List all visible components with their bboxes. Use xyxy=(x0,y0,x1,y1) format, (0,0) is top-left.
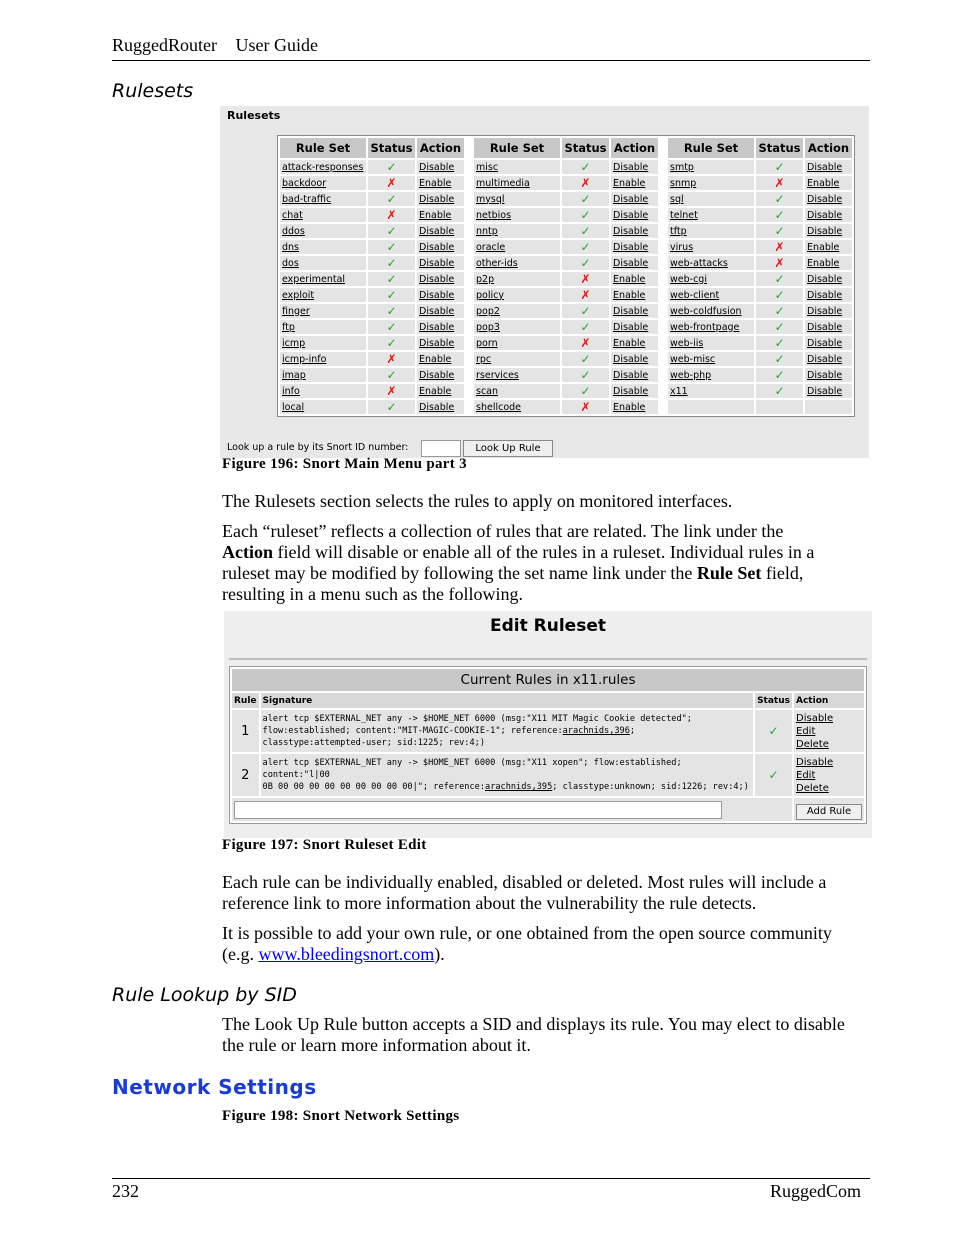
para2-line-d: resulting in a menu such as the following. xyxy=(222,584,523,604)
sig-text: 0B 00 00 00 00 00 00 00 00 00|"; reference: xyxy=(262,782,486,792)
column-gap xyxy=(660,400,666,414)
cross-icon: ✗ xyxy=(756,256,803,270)
network-settings-heading: Network Settings xyxy=(112,1075,317,1099)
check-icon: ✓ xyxy=(756,352,803,366)
sig-line: classtype:attempted-user; sid:1225; rev:4;) xyxy=(262,738,486,748)
delete-link[interactable]: Delete xyxy=(796,782,829,794)
header-guide: User Guide xyxy=(235,35,318,55)
delete-link[interactable]: Delete xyxy=(796,738,829,750)
column-gap xyxy=(466,304,472,318)
para2-line-b xyxy=(222,542,882,563)
check-icon: ✓ xyxy=(755,710,792,752)
rule-signature xyxy=(261,710,754,752)
enable-link[interactable]: Enable xyxy=(611,288,658,302)
sig-text: ; classtype:unknown; sid:1226; rev:4;) xyxy=(552,782,749,792)
check-icon: ✓ xyxy=(756,368,803,382)
sig-line: alert tcp $EXTERNAL_NET any -> $HOME_NET 6000 (msg:"X11 MIT Magic Cookie detected"; xyxy=(262,714,692,724)
ruleset-link[interactable]: ftp xyxy=(280,320,366,334)
sig-line xyxy=(263,781,752,793)
table-row xyxy=(280,256,852,270)
cross-icon: ✗ xyxy=(756,176,803,190)
col-action-header: Action xyxy=(805,138,852,158)
check-icon: ✓ xyxy=(756,336,803,350)
ruleset-link[interactable]: chat xyxy=(280,208,366,222)
disable-link[interactable]: Disable xyxy=(796,756,834,768)
cross-icon: ✗ xyxy=(368,176,415,190)
ruleset-link[interactable]: experimental xyxy=(280,272,366,286)
footer-company: RuggedCom xyxy=(770,1181,862,1201)
ruleset-link[interactable]: web-php xyxy=(668,368,754,382)
check-icon: ✓ xyxy=(368,288,415,302)
disable-link[interactable]: Disable xyxy=(805,352,852,366)
ruleset-link[interactable]: pop3 xyxy=(474,320,560,334)
paragraph-ruleset-explanation xyxy=(222,521,882,605)
ruleset-link[interactable]: web-coldfusion xyxy=(668,304,754,318)
check-icon: ✓ xyxy=(368,256,415,270)
col-ruleset-header: Rule Set xyxy=(474,138,560,158)
col-status-header: Status xyxy=(368,138,415,158)
column-gap xyxy=(466,256,472,270)
table-row xyxy=(232,710,864,752)
check-icon: ✓ xyxy=(562,192,609,206)
para2-line-c xyxy=(222,563,882,584)
check-icon: ✓ xyxy=(756,320,803,334)
table-row xyxy=(280,368,852,382)
column-gap xyxy=(660,288,666,302)
sid-lookup-input[interactable] xyxy=(421,440,461,457)
column-gap xyxy=(466,240,472,254)
column-gap xyxy=(466,208,472,222)
disable-link[interactable]: Disable xyxy=(611,224,658,238)
ruleset-link[interactable]: ddos xyxy=(280,224,366,238)
para2-line-a: Each “ruleset” reflects a collection of rules that are related. The link under the xyxy=(222,521,784,541)
ruleset-link[interactable]: snmp xyxy=(668,176,754,190)
para2-c-text: ruleset may be modified by following the set name link under the xyxy=(222,563,697,583)
disable-link[interactable]: Disable xyxy=(805,384,852,398)
para2-c2-text: field, xyxy=(761,563,804,583)
cross-icon: ✗ xyxy=(756,240,803,254)
para4-text: It is possible to add your own rule, or one obtained from the open source community (e.g. xyxy=(222,923,832,964)
disable-link[interactable]: Disable xyxy=(611,304,658,318)
col-action-header: Action xyxy=(611,138,658,158)
disable-link[interactable]: Disable xyxy=(417,160,464,174)
paragraph-add-rule xyxy=(222,923,862,965)
rule-actions xyxy=(794,754,864,796)
column-gap xyxy=(660,176,666,190)
column-gap xyxy=(466,352,472,366)
column-gap xyxy=(660,320,666,334)
sig-text: ; xyxy=(629,726,636,736)
ruleset-link[interactable]: rpc xyxy=(474,352,560,366)
page-number: 232 xyxy=(112,1181,139,1201)
check-icon: ✓ xyxy=(562,240,609,254)
check-icon: ✓ xyxy=(756,160,803,174)
para2-action-bold: Action xyxy=(222,542,273,562)
ruleset-link[interactable]: mysql xyxy=(474,192,560,206)
table-row xyxy=(280,224,852,238)
section-rulesets-heading: Rulesets xyxy=(112,80,194,102)
check-icon: ✓ xyxy=(368,320,415,334)
add-rule-row xyxy=(232,798,864,821)
cross-icon: ✗ xyxy=(562,272,609,286)
disable-link[interactable]: Disable xyxy=(417,272,464,286)
check-icon: ✓ xyxy=(368,336,415,350)
column-gap xyxy=(466,288,472,302)
column-gap xyxy=(660,304,666,318)
check-icon: ✓ xyxy=(756,304,803,318)
empty-cell xyxy=(756,400,803,414)
ruleset-link[interactable]: other-ids xyxy=(474,256,560,270)
ruleset-link[interactable]: porn xyxy=(474,336,560,350)
col-signature-header: Signature xyxy=(261,693,754,708)
footer-divider xyxy=(112,1178,870,1179)
column-gap xyxy=(466,368,472,382)
reference-link[interactable]: arachnids,396 xyxy=(562,726,630,736)
edit-link[interactable]: Edit xyxy=(796,725,816,737)
column-gap xyxy=(466,320,472,334)
disable-link[interactable]: Disable xyxy=(805,320,852,334)
rulesets-screenshot xyxy=(220,106,869,458)
edit-link[interactable]: Edit xyxy=(796,769,816,781)
ruleset-link[interactable]: tftp xyxy=(668,224,754,238)
check-icon: ✓ xyxy=(756,384,803,398)
ruleset-link[interactable]: backdoor xyxy=(280,176,366,190)
table-row xyxy=(280,304,852,318)
disable-link[interactable]: Disable xyxy=(611,192,658,206)
check-icon: ✓ xyxy=(368,304,415,318)
table-row xyxy=(280,400,852,414)
figure-197-caption: Figure 197: Snort Ruleset Edit xyxy=(222,837,427,853)
para4-end: ). xyxy=(434,944,445,964)
disable-link[interactable]: Disable xyxy=(805,272,852,286)
disable-link[interactable]: Disable xyxy=(805,368,852,382)
edit-ruleset-screenshot xyxy=(224,611,872,838)
enable-link[interactable]: Enable xyxy=(611,272,658,286)
ruleset-link[interactable]: telnet xyxy=(668,208,754,222)
paragraph-rulesets-intro: The Rulesets section selects the rules to apply on monitored interfaces. xyxy=(222,491,733,511)
col-ruleset-header: Rule Set xyxy=(668,138,754,158)
ruleset-link[interactable]: sql xyxy=(668,192,754,206)
rule-number: 1 xyxy=(232,710,259,752)
column-gap xyxy=(466,384,472,398)
table-row xyxy=(280,320,852,334)
cross-icon: ✗ xyxy=(562,336,609,350)
disable-link[interactable]: Disable xyxy=(417,224,464,238)
ruleset-link[interactable]: rservices xyxy=(474,368,560,382)
rule-signature xyxy=(261,754,754,796)
disable-link[interactable]: Disable xyxy=(611,240,658,254)
column-gap xyxy=(660,208,666,222)
ruleset-link[interactable]: x11 xyxy=(668,384,754,398)
add-rule-input[interactable] xyxy=(234,801,722,819)
col-action-header: Action xyxy=(794,693,864,708)
cross-icon: ✗ xyxy=(368,208,415,222)
disable-link[interactable]: Disable xyxy=(417,320,464,334)
empty-cell xyxy=(668,400,754,414)
table-row xyxy=(280,176,852,190)
column-gap xyxy=(660,138,666,158)
sig-line: alert tcp $EXTERNAL_NET any -> $HOME_NET 6000 (msg:"X11 xopen"; flow:established; content:"l|00 xyxy=(262,758,682,780)
column-gap xyxy=(660,352,666,366)
table-row xyxy=(280,240,852,254)
disable-link[interactable]: Disable xyxy=(611,384,658,398)
enable-link[interactable]: Enable xyxy=(611,176,658,190)
disable-link[interactable]: Disable xyxy=(796,712,834,724)
enable-link[interactable]: Enable xyxy=(417,208,464,222)
sig-text: flow:established; content:"MIT-MAGIC-COOKIE-1"; reference: xyxy=(262,726,563,736)
lookup-label: Look up a rule by its Snort ID number: xyxy=(227,442,409,453)
disable-link[interactable]: Disable xyxy=(611,160,658,174)
disable-link[interactable]: Disable xyxy=(417,304,464,318)
ruleset-link[interactable]: dos xyxy=(280,256,366,270)
check-icon: ✓ xyxy=(562,160,609,174)
column-gap xyxy=(660,336,666,350)
ruleset-link[interactable]: web-misc xyxy=(668,352,754,366)
disable-link[interactable]: Disable xyxy=(611,208,658,222)
check-icon: ✓ xyxy=(562,304,609,318)
ruleset-link[interactable]: icmp-info xyxy=(280,352,366,366)
cross-icon: ✗ xyxy=(562,400,609,414)
empty-cell xyxy=(805,400,852,414)
ruleset-link[interactable]: virus xyxy=(668,240,754,254)
column-gap xyxy=(660,368,666,382)
col-ruleset-header: Rule Set xyxy=(280,138,366,158)
column-gap xyxy=(466,176,472,190)
enable-link[interactable]: Enable xyxy=(805,176,852,190)
disable-link[interactable]: Disable xyxy=(805,224,852,238)
check-icon: ✓ xyxy=(368,192,415,206)
ruleset-link[interactable]: local xyxy=(280,400,366,414)
ruleset-link[interactable]: p2p xyxy=(474,272,560,286)
ruleset-link[interactable]: netbios xyxy=(474,208,560,222)
table-row xyxy=(280,288,852,302)
enable-link[interactable]: Enable xyxy=(805,240,852,254)
disable-link[interactable]: Disable xyxy=(805,192,852,206)
check-icon: ✓ xyxy=(756,288,803,302)
rule-actions xyxy=(794,710,864,752)
header-divider xyxy=(112,60,870,61)
disable-link[interactable]: Disable xyxy=(611,320,658,334)
check-icon: ✓ xyxy=(562,208,609,222)
check-icon: ✓ xyxy=(756,272,803,286)
column-gap xyxy=(466,160,472,174)
ruleset-link[interactable]: info xyxy=(280,384,366,398)
enable-link[interactable]: Enable xyxy=(611,336,658,350)
column-gap xyxy=(660,272,666,286)
rulesets-table xyxy=(277,135,855,417)
check-icon: ✓ xyxy=(755,754,792,796)
column-gap xyxy=(466,272,472,286)
figure-196-caption: Figure 196: Snort Main Menu part 3 xyxy=(222,456,467,472)
table-row xyxy=(280,272,852,286)
check-icon: ✓ xyxy=(368,160,415,174)
ruleset-link[interactable]: web-client xyxy=(668,288,754,302)
check-icon: ✓ xyxy=(562,384,609,398)
ruleset-link[interactable]: exploit xyxy=(280,288,366,302)
col-rule-header: Rule xyxy=(232,693,259,708)
column-gap xyxy=(660,224,666,238)
ruleset-link[interactable]: scan xyxy=(474,384,560,398)
col-status-header: Status xyxy=(755,693,792,708)
header-product: RuggedRouter xyxy=(112,35,217,55)
table-row xyxy=(232,754,864,796)
disable-link[interactable]: Disable xyxy=(805,160,852,174)
disable-link[interactable]: Disable xyxy=(611,368,658,382)
check-icon: ✓ xyxy=(368,224,415,238)
check-icon: ✓ xyxy=(562,224,609,238)
lookup-rule-button[interactable]: Look Up Rule xyxy=(463,440,553,457)
check-icon: ✓ xyxy=(368,368,415,382)
paragraph-rule-options: Each rule can be individually enabled, disabled or deleted. Most rules will include a reference link to more information about the vulnerability the rule detects. xyxy=(222,872,827,913)
table-row xyxy=(280,208,852,222)
check-icon: ✓ xyxy=(368,240,415,254)
col-status-header: Status xyxy=(756,138,803,158)
disable-link[interactable]: Disable xyxy=(417,256,464,270)
disable-link[interactable]: Disable xyxy=(611,352,658,366)
column-gap xyxy=(660,384,666,398)
check-icon: ✓ xyxy=(368,272,415,286)
cross-icon: ✗ xyxy=(562,176,609,190)
table-row xyxy=(280,192,852,206)
column-gap xyxy=(660,192,666,206)
enable-link[interactable]: Enable xyxy=(417,384,464,398)
ruleset-link[interactable]: bad-traffic xyxy=(280,192,366,206)
ruleset-link[interactable]: icmp xyxy=(280,336,366,350)
figure-198-caption: Figure 198: Snort Network Settings xyxy=(222,1108,460,1124)
col-status-header: Status xyxy=(562,138,609,158)
table-row xyxy=(280,160,852,174)
column-gap xyxy=(660,256,666,270)
disable-link[interactable]: Disable xyxy=(805,288,852,302)
disable-link[interactable]: Disable xyxy=(805,304,852,318)
column-gap xyxy=(660,240,666,254)
current-rules-table xyxy=(229,666,867,824)
column-gap xyxy=(466,138,472,158)
cross-icon: ✗ xyxy=(562,288,609,302)
ruleset-link[interactable]: web-iis xyxy=(668,336,754,350)
edit-ruleset-title: Edit Ruleset xyxy=(490,616,606,636)
col-action-header: Action xyxy=(417,138,464,158)
bleedingsnort-link[interactable]: www.bleedingsnort.com xyxy=(258,944,435,964)
table-row xyxy=(280,384,852,398)
enable-link[interactable]: Enable xyxy=(417,352,464,366)
ruleset-link[interactable]: shellcode xyxy=(474,400,560,414)
edit-ruleset-separator xyxy=(229,658,867,660)
current-rules-caption: Current Rules in x11.rules xyxy=(232,669,864,691)
check-icon: ✓ xyxy=(562,256,609,270)
check-icon: ✓ xyxy=(562,352,609,366)
disable-link[interactable]: Disable xyxy=(805,208,852,222)
enable-link[interactable]: Enable xyxy=(611,400,658,414)
check-icon: ✓ xyxy=(756,224,803,238)
check-icon: ✓ xyxy=(368,400,415,414)
table-row xyxy=(280,352,852,366)
ruleset-link[interactable]: smtp xyxy=(668,160,754,174)
ruleset-link[interactable]: pop2 xyxy=(474,304,560,318)
rule-number: 2 xyxy=(232,754,259,796)
ruleset-link[interactable]: finger xyxy=(280,304,366,318)
ruleset-link[interactable]: oracle xyxy=(474,240,560,254)
check-icon: ✓ xyxy=(562,368,609,382)
ruleset-link[interactable]: web-attacks xyxy=(668,256,754,270)
page-header xyxy=(112,35,332,56)
disable-link[interactable]: Disable xyxy=(417,400,464,414)
cross-icon: ✗ xyxy=(368,352,415,366)
column-gap xyxy=(466,192,472,206)
check-icon: ✓ xyxy=(562,320,609,334)
ruleset-link[interactable]: web-cgi xyxy=(668,272,754,286)
column-gap xyxy=(466,400,472,414)
check-icon: ✓ xyxy=(756,192,803,206)
cross-icon: ✗ xyxy=(368,384,415,398)
disable-link[interactable]: Disable xyxy=(417,288,464,302)
para2-ruleset-bold: Rule Set xyxy=(696,563,762,583)
ruleset-link[interactable]: web-frontpage xyxy=(668,320,754,334)
ruleset-link[interactable]: attack-responses xyxy=(280,160,366,174)
enable-link[interactable]: Enable xyxy=(417,176,464,190)
ruleset-link[interactable]: multimedia xyxy=(474,176,560,190)
table-row xyxy=(280,336,852,350)
add-rule-cell xyxy=(232,798,792,821)
para2-b-text: field will disable or enable all of the rules in a ruleset. Individual rules in a xyxy=(273,542,815,562)
disable-link[interactable]: Disable xyxy=(417,368,464,382)
disable-link[interactable]: Disable xyxy=(417,240,464,254)
paragraph-lookup: The Look Up Rule button accepts a SID and displays its rule. You may elect to disable the rule or learn more information about it. xyxy=(222,1014,845,1055)
add-rule-button-cell xyxy=(794,798,864,821)
enable-link[interactable]: Enable xyxy=(805,256,852,270)
sig-line xyxy=(263,725,752,737)
ruleset-link[interactable]: misc xyxy=(474,160,560,174)
reference-link[interactable]: arachnids,395 xyxy=(485,782,553,792)
disable-link[interactable]: Disable xyxy=(805,336,852,350)
ruleset-link[interactable]: dns xyxy=(280,240,366,254)
disable-link[interactable]: Disable xyxy=(417,192,464,206)
disable-link[interactable]: Disable xyxy=(417,336,464,350)
ruleset-link[interactable]: imap xyxy=(280,368,366,382)
add-rule-button[interactable]: Add Rule xyxy=(796,804,862,820)
rulesets-panel-title: Rulesets xyxy=(227,109,281,122)
check-icon: ✓ xyxy=(756,208,803,222)
disable-link[interactable]: Disable xyxy=(611,256,658,270)
ruleset-link[interactable]: nntp xyxy=(474,224,560,238)
column-gap xyxy=(466,224,472,238)
ruleset-link[interactable]: policy xyxy=(474,288,560,302)
column-gap xyxy=(466,336,472,350)
column-gap xyxy=(660,160,666,174)
section-lookup-heading: Rule Lookup by SID xyxy=(112,984,297,1006)
